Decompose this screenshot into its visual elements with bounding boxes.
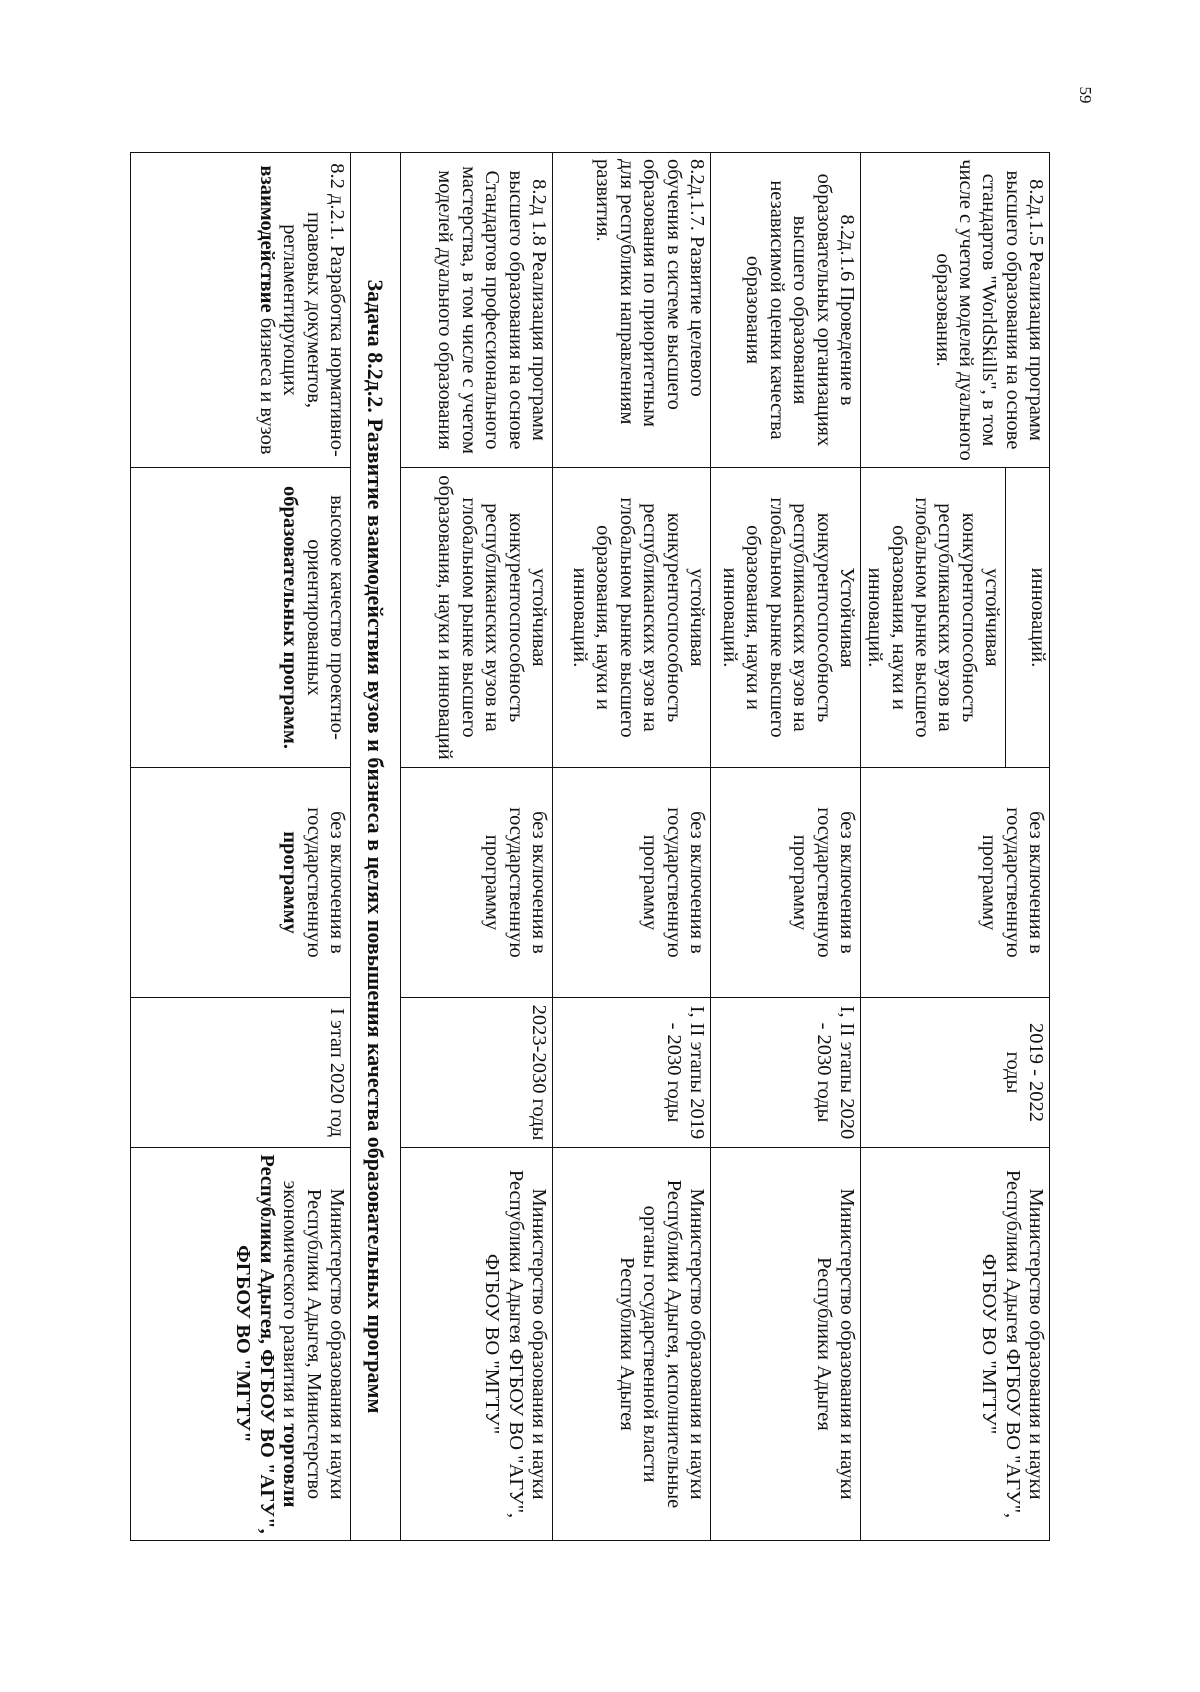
result-text: высокое качество проектно-ориентированных bbox=[302, 495, 348, 740]
mechanism-cell bbox=[131, 768, 351, 998]
result-cell: Устойчивая конкурентоспособность республиканских вузов на глобальном рынке высшего образования, науки и инноваций. bbox=[710, 468, 860, 768]
table-row bbox=[1006, 153, 1050, 1541]
responsible-cell bbox=[131, 1148, 351, 1541]
activity-text-tail: бизнеса и вузов bbox=[255, 317, 278, 455]
mechanism-text-bold: программу bbox=[279, 831, 302, 934]
mechanism-cell: без включения в государственную программу bbox=[710, 768, 860, 998]
result-cell: устойчивая конкурентоспособность республиканских вузов на глобальном рынке высшего образования, науки и инноваций. bbox=[552, 468, 710, 768]
result-text-bold: образовательных программ. bbox=[279, 486, 302, 749]
mechanism-cell: без включения в государственную программу bbox=[860, 768, 1049, 998]
period-cell: I, II этапы 2020 - 2030 годы bbox=[710, 998, 860, 1148]
period-cell: 2023-2030 годы bbox=[400, 998, 552, 1148]
period-cell: 2019 - 2022 годы bbox=[860, 998, 1049, 1148]
responsible-cell: Министерство образования и науки Республики Адыгея ФГБОУ ВО "АГУ", ФГБОУ ВО "МГТУ" bbox=[400, 1148, 552, 1541]
table-row bbox=[131, 153, 351, 1541]
activity-cell: 8.2д.1.7. Развитие целевого обучения в системе высшего образования по приоритетным для республики направлениям развития. bbox=[552, 153, 710, 468]
activity-cell bbox=[131, 153, 351, 468]
activity-cell: 8.2д.1.5 Реализация программ высшего образования на основе стандартов "WorldSkills", в том числе с учетом моделей дуального образования. bbox=[860, 153, 1049, 468]
responsible-cell: Министерство образования и науки Республики Адыгея, исполнительные органы государственной власти Республики Адыгея bbox=[552, 1148, 710, 1541]
section-heading: Задача 8.2д.2. Развитие взаимодействия вузов и бизнеса в целях повышения качества образовательных программ bbox=[350, 153, 400, 1541]
result-cell bbox=[131, 468, 351, 768]
mechanism-cell: без включения в государственную программу bbox=[552, 768, 710, 998]
section-heading-row bbox=[350, 153, 400, 1541]
mechanism-cell: без включения в государственную программу bbox=[400, 768, 552, 998]
responsible-cell: Министерство образования и науки Республики Адыгея ФГБОУ ВО "АГУ", ФГБОУ ВО "МГТУ" bbox=[860, 1148, 1049, 1541]
table-row bbox=[710, 153, 860, 1541]
table-row bbox=[552, 153, 710, 1541]
responsible-text: Министерство образования и науки Республики Адыгея, Министерство экономического развития и bbox=[279, 1180, 348, 1500]
activity-text: 8.2 д.2.1. Разработка нормативно-правовых документов, регламентирующих bbox=[279, 163, 348, 457]
result-cell: устойчивая конкурентоспособность республиканских вузов на глобальном рынке высшего образования, науки и инноваций. bbox=[860, 468, 1005, 768]
activity-cell: 8.2д 1.8 Реализация программ высшего образования на основе Стандартов профессионального мастерства, в том числе с учетом моделей дуального образования bbox=[400, 153, 552, 468]
rotated-table-container bbox=[130, 152, 1050, 1540]
period-cell: I, II этапы 2019 - 2030 годы bbox=[552, 998, 710, 1148]
period-cell: I этап 2020 год bbox=[131, 998, 351, 1148]
activity-text-bold: взаимодействие bbox=[255, 165, 278, 313]
page-number: 59 bbox=[1076, 86, 1095, 104]
table-row bbox=[400, 153, 552, 1541]
responsible-cell: Министерство образования и науки Республики Адыгея bbox=[710, 1148, 860, 1541]
mechanism-text: без включения в государственную bbox=[302, 807, 348, 958]
result-cell: устойчивая конкурентоспособность республиканских вузов на глобальном рынке высшего образования, науки и инноваций bbox=[400, 468, 552, 768]
activity-cell: 8.2д.1.6 Проведение в образовательных организациях высшего образования независимой оценки качества образования bbox=[710, 153, 860, 468]
result-cell-continued: инноваций. bbox=[1006, 468, 1050, 768]
responsible-text-bold: торговли Республики Адыгея, ФГБОУ ВО "АГУ", ФГБОУ ВО "МГТУ" bbox=[232, 1154, 302, 1534]
measures-table bbox=[130, 152, 1050, 1541]
